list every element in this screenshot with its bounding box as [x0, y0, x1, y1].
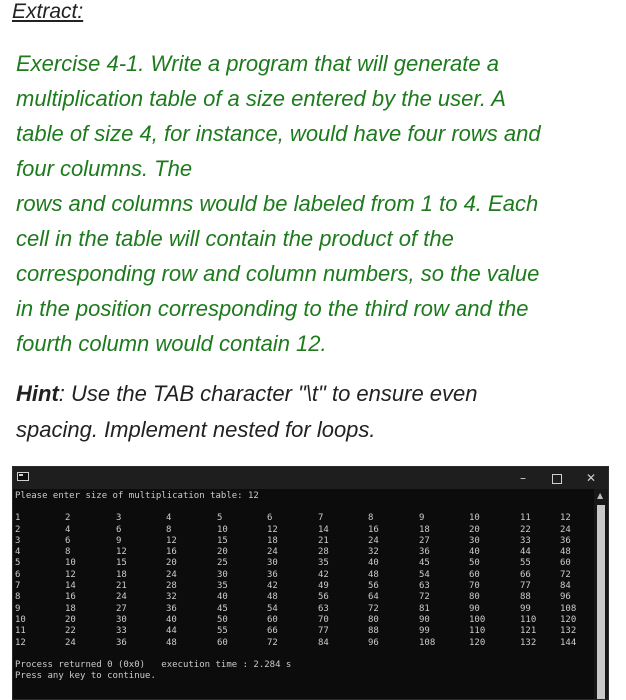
table-cell: 40: [368, 558, 379, 569]
table-cell: 25: [217, 558, 228, 569]
table-cell: 36: [166, 603, 177, 614]
table-row: [15, 547, 593, 558]
table-row: [15, 581, 593, 592]
table-cell: 6: [267, 513, 273, 524]
maximize-icon: [552, 474, 562, 484]
exercise-line: multiplication table of a size entered by the user. A: [16, 86, 506, 111]
table-cell: 22: [65, 626, 76, 637]
table-cell: 21: [116, 581, 127, 592]
table-cell: 9: [116, 535, 122, 546]
table-row: [15, 570, 593, 581]
table-cell: 110: [469, 626, 486, 637]
table-cell: 48: [560, 547, 571, 558]
exercise-line: Exercise 4-1. Write a program that will generate a: [16, 51, 499, 76]
table-cell: 33: [520, 535, 531, 546]
table-cell: 16: [65, 592, 76, 603]
console-output: [15, 491, 593, 683]
table-row: [15, 525, 593, 536]
table-cell: 15: [116, 558, 127, 569]
exercise-text: [16, 46, 616, 361]
table-cell: 36: [267, 569, 278, 580]
table-cell: 72: [560, 569, 571, 580]
table-cell: 6: [15, 569, 21, 580]
hint-text-1: : Use the TAB character "\t" to ensure even: [58, 381, 478, 406]
table-cell: 80: [368, 614, 379, 625]
table-cell: 72: [267, 637, 278, 648]
table-cell: 9: [15, 603, 21, 614]
table-cell: 30: [267, 558, 278, 569]
table-cell: 12: [65, 569, 76, 580]
table-cell: 40: [469, 547, 480, 558]
exercise-line: table of size 4, for instance, would have four rows and: [16, 121, 541, 146]
table-cell: 48: [368, 569, 379, 580]
table-cell: 36: [419, 547, 430, 558]
table-cell: 99: [419, 626, 430, 637]
table-cell: 66: [520, 569, 531, 580]
table-cell: 5: [217, 513, 223, 524]
hint-line-1: [16, 376, 616, 412]
table-cell: 132: [520, 637, 537, 648]
table-cell: 7: [15, 581, 21, 592]
table-cell: 36: [116, 637, 127, 648]
table-cell: 132: [560, 626, 577, 637]
table-cell: 24: [368, 535, 379, 546]
table-cell: 81: [419, 603, 430, 614]
table-cell: 24: [116, 592, 127, 603]
exercise-line: corresponding row and column numbers, so the value: [16, 261, 540, 286]
table-cell: 32: [166, 592, 177, 603]
exercise-line: fourth column would contain 12.: [16, 331, 327, 356]
table-cell: 15: [217, 535, 228, 546]
table-cell: 35: [217, 581, 228, 592]
table-cell: 12: [267, 524, 278, 535]
table-cell: 96: [560, 592, 571, 603]
minimize-button[interactable]: –: [520, 471, 526, 485]
table-cell: 56: [318, 592, 329, 603]
table-cell: 90: [419, 614, 430, 625]
table-cell: 70: [318, 614, 329, 625]
table-cell: 14: [318, 524, 329, 535]
prompt-line: Please enter size of multiplication table: 12: [15, 491, 259, 501]
table-cell: 55: [217, 626, 228, 637]
table-cell: 84: [318, 637, 329, 648]
console-scrollbar[interactable]: [594, 489, 608, 700]
table-cell: 4: [65, 524, 71, 535]
scroll-up-icon[interactable]: ▲: [597, 491, 604, 500]
exercise-line: four columns. The: [16, 156, 193, 181]
table-row: [15, 638, 593, 649]
table-cell: 48: [166, 637, 177, 648]
table-cell: 50: [469, 558, 480, 569]
table-cell: 99: [520, 603, 531, 614]
table-cell: 72: [419, 592, 430, 603]
table-cell: 11: [15, 626, 26, 637]
table-cell: 77: [318, 626, 329, 637]
table-cell: 24: [267, 547, 278, 558]
table-cell: 96: [368, 637, 379, 648]
table-cell: 6: [116, 524, 122, 535]
table-cell: 11: [520, 513, 531, 524]
table-cell: 70: [469, 581, 480, 592]
table-row: [15, 513, 593, 524]
table-cell: 66: [267, 626, 278, 637]
table-cell: 12: [116, 547, 127, 558]
table-cell: 63: [419, 581, 430, 592]
table-cell: 36: [560, 535, 571, 546]
table-cell: 108: [560, 603, 577, 614]
table-row: [15, 536, 593, 547]
table-cell: 30: [217, 569, 228, 580]
console-window: [12, 466, 609, 700]
table-cell: 18: [116, 569, 127, 580]
console-app-icon: [17, 472, 29, 481]
table-cell: 48: [267, 592, 278, 603]
table-cell: 60: [217, 637, 228, 648]
table-cell: 42: [318, 569, 329, 580]
table-cell: 2: [15, 524, 21, 535]
hint-text: [16, 376, 616, 448]
table-cell: 49: [318, 581, 329, 592]
exercise-line: in the position corresponding to the third row and the: [16, 296, 529, 321]
table-cell: 10: [65, 558, 76, 569]
table-cell: 54: [419, 569, 430, 580]
table-cell: 28: [318, 547, 329, 558]
table-row: [15, 592, 593, 603]
table-cell: 2: [65, 513, 71, 524]
table-cell: 44: [520, 547, 531, 558]
table-cell: 80: [469, 592, 480, 603]
table-cell: 120: [560, 614, 577, 625]
table-cell: 44: [166, 626, 177, 637]
table-cell: 12: [560, 513, 571, 524]
table-cell: 20: [65, 614, 76, 625]
table-cell: 45: [419, 558, 430, 569]
table-cell: 16: [368, 524, 379, 535]
table-cell: 27: [419, 535, 430, 546]
table-cell: 14: [65, 581, 76, 592]
table-cell: 18: [419, 524, 430, 535]
table-cell: 4: [166, 513, 172, 524]
table-cell: 121: [520, 626, 537, 637]
exercise-line: cell in the table will contain the product of the: [16, 226, 454, 251]
hint-label: Hint: [16, 381, 59, 406]
extract-label: Extract:: [12, 0, 84, 23]
table-cell: 10: [217, 524, 228, 535]
exercise-line: rows and columns would be labeled from 1 to 4. Each: [16, 191, 539, 216]
table-cell: 88: [520, 592, 531, 603]
table-cell: 35: [318, 558, 329, 569]
table-cell: 12: [15, 637, 26, 648]
table-cell: 50: [217, 614, 228, 625]
table-cell: 30: [116, 614, 127, 625]
table-cell: 10: [469, 513, 480, 524]
table-cell: 1: [15, 513, 21, 524]
table-cell: 27: [116, 603, 127, 614]
maximize-button[interactable]: [540, 467, 574, 489]
table-cell: 4: [15, 547, 21, 558]
table-cell: 42: [267, 581, 278, 592]
table-cell: 9: [419, 513, 425, 524]
table-cell: 144: [560, 637, 577, 648]
table-cell: 60: [560, 558, 571, 569]
table-cell: 100: [469, 614, 486, 625]
multiplication-table: [15, 513, 593, 649]
process-line: Process returned 0 (0x0) execution time : 2.284 s: [15, 660, 292, 671]
table-row: [15, 558, 593, 569]
table-cell: 64: [368, 592, 379, 603]
table-cell: 32: [368, 547, 379, 558]
table-cell: 77: [520, 581, 531, 592]
table-cell: 63: [318, 603, 329, 614]
table-cell: 28: [166, 581, 177, 592]
close-button[interactable]: ✕: [585, 471, 597, 485]
table-row: [15, 615, 593, 626]
table-cell: 90: [469, 603, 480, 614]
table-cell: 40: [217, 592, 228, 603]
table-cell: 20: [217, 547, 228, 558]
console-titlebar: [13, 467, 608, 489]
table-cell: 40: [166, 614, 177, 625]
table-cell: 8: [65, 547, 71, 558]
table-cell: 16: [166, 547, 177, 558]
table-cell: 8: [15, 592, 21, 603]
table-cell: 60: [469, 569, 480, 580]
table-cell: 30: [469, 535, 480, 546]
table-cell: 20: [166, 558, 177, 569]
table-cell: 56: [368, 581, 379, 592]
table-cell: 120: [469, 637, 486, 648]
table-cell: 12: [166, 535, 177, 546]
press-key-line: Press any key to continue.: [15, 671, 156, 682]
table-cell: 24: [560, 524, 571, 535]
table-cell: 8: [166, 524, 172, 535]
table-cell: 18: [65, 603, 76, 614]
table-cell: 22: [520, 524, 531, 535]
scroll-thumb[interactable]: [597, 505, 605, 699]
table-cell: 7: [318, 513, 324, 524]
table-cell: 10: [15, 614, 26, 625]
hint-line-2: spacing. Implement nested for loops.: [16, 417, 376, 442]
table-row: [15, 626, 593, 637]
table-cell: 108: [419, 637, 436, 648]
table-cell: 3: [15, 535, 21, 546]
table-cell: 45: [217, 603, 228, 614]
table-cell: 3: [116, 513, 122, 524]
table-cell: 18: [267, 535, 278, 546]
table-cell: 6: [65, 535, 71, 546]
table-cell: 21: [318, 535, 329, 546]
table-cell: 55: [520, 558, 531, 569]
table-cell: 84: [560, 581, 571, 592]
table-cell: 72: [368, 603, 379, 614]
table-row: [15, 604, 593, 615]
table-cell: 24: [65, 637, 76, 648]
table-cell: 110: [520, 614, 537, 625]
table-cell: 8: [368, 513, 374, 524]
table-cell: 88: [368, 626, 379, 637]
table-cell: 33: [116, 626, 127, 637]
table-cell: 5: [15, 558, 21, 569]
table-cell: 60: [267, 614, 278, 625]
table-cell: 24: [166, 569, 177, 580]
table-cell: 54: [267, 603, 278, 614]
table-cell: 20: [469, 524, 480, 535]
